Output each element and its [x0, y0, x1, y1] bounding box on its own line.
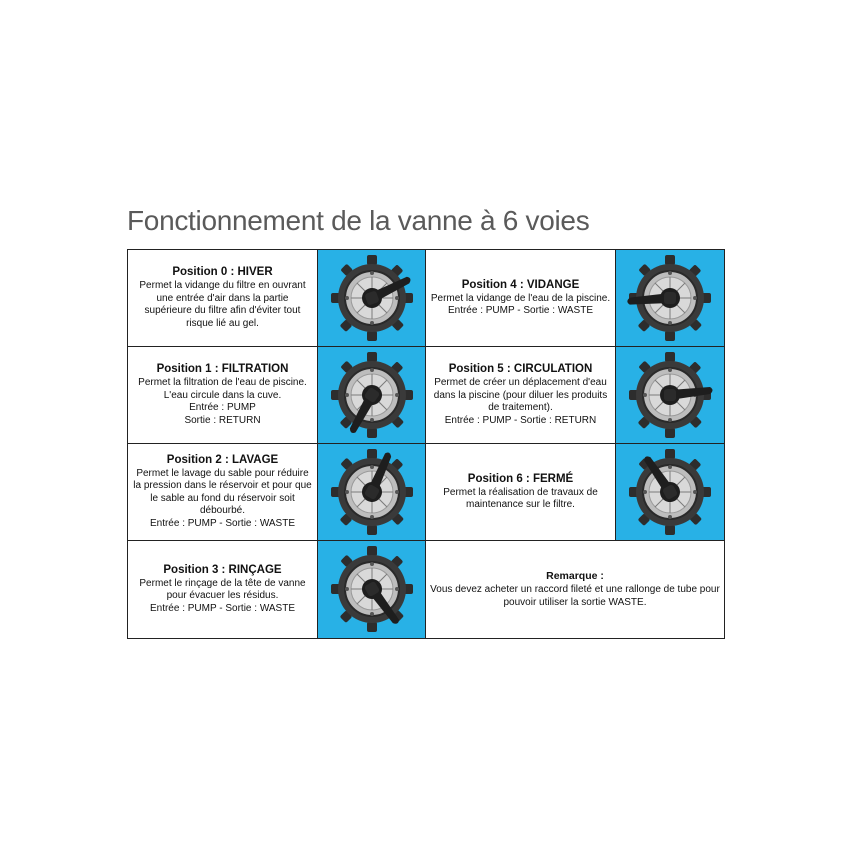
position-4-image — [616, 250, 724, 347]
multiport-valve-icon — [320, 445, 424, 540]
position-3-text — [128, 541, 318, 638]
position-6-text — [426, 444, 616, 541]
remark-title: Remarque : — [546, 570, 604, 582]
multiport-valve-icon — [618, 348, 722, 443]
position-0-text — [128, 250, 318, 347]
position-2-image — [318, 444, 426, 541]
position-title: Position 1 : FILTRATION — [156, 363, 289, 375]
position-description: Permet la filtration de l'eau de piscine. L'eau circule dans la cuve. — [138, 377, 307, 401]
position-io: Entrée : PUMP - Sortie : WASTE — [447, 305, 594, 316]
multiport-valve-icon — [320, 251, 424, 346]
position-5-text — [426, 347, 616, 444]
position-4-text — [426, 250, 616, 347]
position-description: Permet le rinçage de la tête de vanne pour évacuer les résidus. — [139, 577, 306, 602]
position-io: Entrée : PUMP - Sortie : WASTE — [149, 602, 296, 614]
position-description: Permet la vidange de l'eau de la piscine. — [430, 292, 611, 304]
position-io: Entrée : PUMP Sortie : RETURN — [184, 402, 261, 426]
position-io: Entrée : PUMP - Sortie : WASTE — [149, 517, 296, 529]
multiport-valve-icon — [320, 348, 424, 443]
position-title: Position 3 : RINÇAGE — [163, 563, 282, 576]
position-title: Position 4 : VIDANGE — [461, 278, 580, 291]
position-1-text — [128, 347, 318, 444]
multiport-valve-icon — [618, 445, 722, 540]
remark-text: Vous devez acheter un raccord fileté et une rallonge de tube pour pouvoir utiliser la sortie WASTE. — [430, 584, 720, 608]
multiport-valve-icon — [618, 251, 722, 346]
position-2-text — [128, 444, 318, 541]
position-io: Entrée : PUMP - Sortie : RETURN — [444, 414, 597, 426]
multiport-valve-icon — [320, 542, 424, 637]
position-description: Permet le lavage du sable pour réduire la pression dans le réservoir et pour que le sable au fond du réservoir soit débourbé. — [133, 467, 312, 517]
position-6-image — [616, 444, 724, 541]
position-1-image — [318, 347, 426, 444]
remark-box — [426, 541, 724, 638]
valve-positions-table — [127, 249, 725, 639]
position-5-image — [616, 347, 724, 444]
position-title: Position 0 : HIVER — [172, 266, 273, 278]
position-title: Position 2 : LAVAGE — [166, 453, 279, 466]
position-description: Permet la réalisation de travaux de maintenance sur le filtre. — [443, 486, 598, 510]
position-description: Permet de créer un déplacement d'eau dans la piscine (pour diluer les produits de traitement). — [433, 377, 608, 413]
position-0-image — [318, 250, 426, 347]
position-3-image — [318, 541, 426, 638]
position-title: Position 6 : FERMÉ — [467, 472, 574, 485]
page-title: Fonctionnement de la vanne à 6 voies — [127, 205, 590, 236]
position-description: Permet la vidange du filtre en ouvrant une entrée d'air dans la partie supérieure du filtre afin d'éviter tout risque lié au gel. — [139, 280, 306, 329]
position-title: Position 5 : CIRCULATION — [448, 363, 593, 375]
